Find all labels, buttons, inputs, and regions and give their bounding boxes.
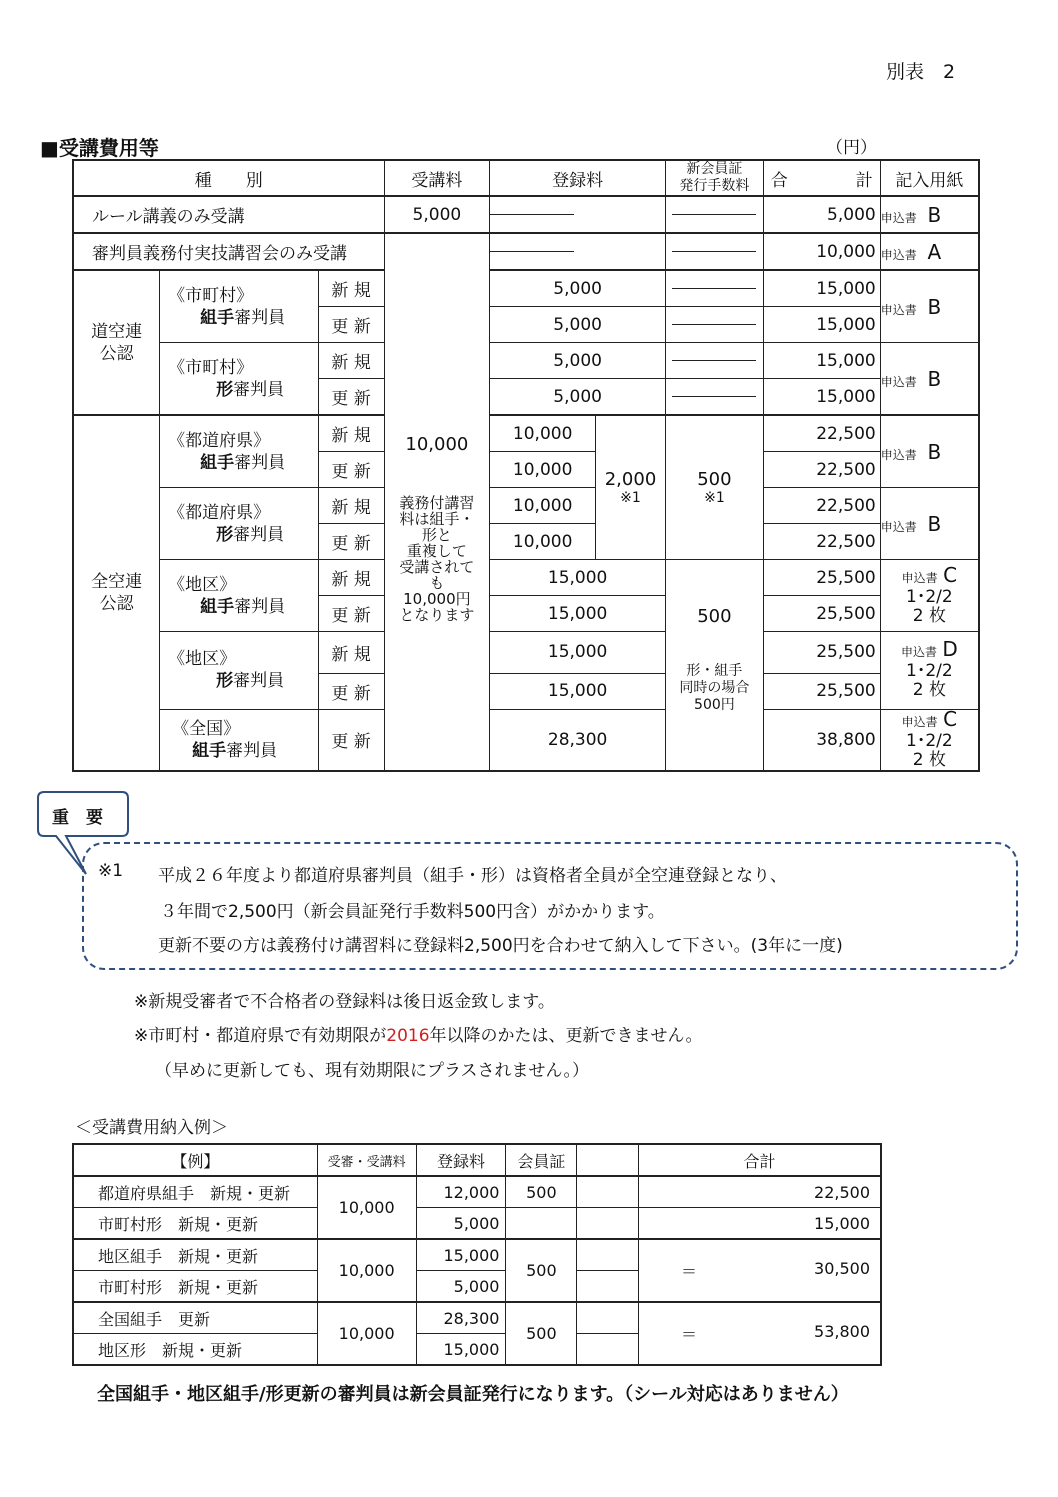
row-rule-form: 申込書 B: [880, 196, 979, 233]
group2-dk-renew-total: 25,500: [763, 596, 880, 632]
header-type: 種 別: [73, 160, 384, 196]
group1-a-new: 新 規: [318, 270, 384, 307]
note1-line1: 平成２６年度より都道府県審判員（組手・形）は資格者全員が全空連登録となり、: [158, 866, 787, 886]
group2-dk-new-reg: 15,000: [490, 560, 666, 596]
page-label: 別表 2: [886, 61, 956, 83]
ex-r3b-reg: 15,000: [416, 1334, 506, 1366]
group1-a-renew-reg: 5,000: [490, 307, 666, 343]
ex-r1a-blank: [577, 1176, 639, 1208]
group1-b-new-reg: 5,000: [490, 343, 666, 379]
section-title: ■受講費用等: [40, 136, 159, 160]
group1-b-renew: 更 新: [318, 379, 384, 416]
group2-national-label: 《全国》 組手審判員: [160, 709, 319, 771]
group2-nat-total: 38,800: [763, 709, 880, 771]
ex-r3-total: ＝ 53,800: [639, 1302, 881, 1365]
ex-header-card: 会員証: [506, 1144, 577, 1176]
row-rule-reg: [490, 196, 666, 233]
group2-pt-new-reg: 10,000: [490, 488, 596, 524]
group2-dt-form: 申込書 D 1･2/2 2 枚: [880, 632, 979, 710]
note1-line3: 更新不要の方は義務付け講習料に登録料2,500円を合わせて納入して下さい。(3年に一度): [158, 936, 843, 956]
row-judge-reg: [490, 233, 666, 270]
group1-a-renew-total: 15,000: [763, 307, 880, 343]
ex-header-blank: [577, 1144, 639, 1176]
ex-r1-card: 500: [506, 1176, 577, 1208]
group2-pref-kumite-label: 《都道府県》 組手審判員: [160, 415, 319, 488]
group2-dk-renew: 更 新: [318, 596, 384, 632]
ex-r2b-reg: 5,000: [416, 1271, 506, 1303]
group2-nat-form: 申込書 C 1･2/2 2 枚: [880, 709, 979, 771]
unit-label: （円）: [826, 138, 877, 158]
group2-pt-form: 申込書 B: [880, 488, 979, 560]
ex-r3b-label: 地区形 新規・更新: [73, 1334, 317, 1366]
group2-dt-new-reg: 15,000: [490, 632, 666, 674]
group1-b-new-card: [665, 343, 763, 379]
group2-pk-renew-reg: 10,000: [490, 452, 596, 488]
header-card-fee: 新会員証 発行手数料: [665, 160, 763, 196]
row-rule-fee: 5,000: [384, 196, 490, 233]
ex-r3b-blank: [577, 1334, 639, 1366]
group2-dk-new: 新 規: [318, 560, 384, 596]
note1-mark: ※1: [98, 861, 124, 881]
group2-pref-kata-label: 《都道府県》 形審判員: [160, 488, 319, 560]
header-course-fee: 受講料: [384, 160, 490, 196]
header-form: 記入用紙: [880, 160, 979, 196]
group2-mid-fee: 2,000 ※1: [596, 415, 666, 560]
group1-a-new-card: [665, 270, 763, 307]
ex-r2-fee: 10,000: [317, 1239, 416, 1302]
group2-pk-renew-total: 22,500: [763, 452, 880, 488]
ex-r2-card: 500: [506, 1239, 577, 1302]
group2-nat-reg: 28,300: [490, 709, 666, 771]
ex-r2b-label: 市町村形 新規・更新: [73, 1271, 317, 1303]
group2-dk-form: 申込書 C 1･2/2 2 枚: [880, 560, 979, 632]
group2-dt-renew-total: 25,500: [763, 673, 880, 709]
ex-r1b-reg: 5,000: [416, 1208, 506, 1240]
ex-r2-total: ＝ 30,500: [639, 1239, 881, 1302]
ex-r1b-card: [506, 1208, 577, 1240]
note1-line2: ３年間で2,500円（新会員証発行手数料500円含）がかかります。: [160, 902, 665, 922]
group2-district-kata-label: 《地区》 形審判員: [160, 632, 319, 710]
note2: ※新規受審者で不合格者の登録料は後日返金致します。: [134, 992, 555, 1012]
group1-b-renew-total: 15,000: [763, 379, 880, 416]
important-label: 重 要: [52, 808, 103, 828]
group1-b-renew-card: [665, 379, 763, 416]
group2-dt-renew: 更 新: [318, 673, 384, 709]
group2-pk-form: 申込書 B: [880, 415, 979, 488]
group2-dt-new: 新 規: [318, 632, 384, 674]
ex-header-total: 合計: [639, 1144, 881, 1176]
row-rule-total: 5,000: [763, 196, 880, 233]
group2-dt-new-total: 25,500: [763, 632, 880, 674]
ex-r3a-label: 全国組手 更新: [73, 1302, 317, 1334]
ex-r3a-reg: 28,300: [416, 1302, 506, 1334]
course-fee-shared: 10,000 義務付講習 料は組手・ 形と 重複して 受講されて も 10,000円 となります: [384, 233, 490, 771]
group1-a-new-total: 15,000: [763, 270, 880, 307]
ex-r1a-reg: 12,000: [416, 1176, 506, 1208]
header-total: 合 計: [763, 160, 880, 196]
ex-r3-fee: 10,000: [317, 1302, 416, 1365]
group2-dk-new-total: 25,500: [763, 560, 880, 596]
group2-pk-renew: 更 新: [318, 452, 384, 488]
group2-dk-renew-reg: 15,000: [490, 596, 666, 632]
ex-r1a-label: 都道府県組手 新規・更新: [73, 1176, 317, 1208]
note3-year: 2016: [386, 1026, 430, 1046]
group1-a-form: 申込書 B: [880, 270, 979, 343]
note3: ※市町村・都道府県で有効期限が2016年以降のかたは、更新できません。: [134, 1026, 703, 1046]
row-rule-card: [665, 196, 763, 233]
ex-r1b-total: 15,000: [639, 1208, 881, 1240]
group2-district-kumite-label: 《地区》 組手審判員: [160, 560, 319, 632]
group2-nat-renew: 更 新: [318, 709, 384, 771]
group1-a-new-reg: 5,000: [490, 270, 666, 307]
group1-b-renew-reg: 5,000: [490, 379, 666, 416]
ex-r3a-blank: [577, 1302, 639, 1334]
group2-card-other: 500 形・組手 同時の場合 500円: [665, 560, 763, 771]
group1-b-new-total: 15,000: [763, 343, 880, 379]
group1-a-label: 《市町村》 組手審判員: [160, 270, 319, 343]
ex-header-reg: 登録料: [416, 1144, 506, 1176]
group2-pk-new: 新 規: [318, 415, 384, 452]
ex-r2a-blank: [577, 1239, 639, 1271]
row-judge-label: 審判員義務付実技講習会のみ受講: [73, 233, 384, 270]
ex-r1b-label: 市町村形 新規・更新: [73, 1208, 317, 1240]
group2-pt-new-total: 22,500: [763, 488, 880, 524]
row-judge-card: [665, 233, 763, 270]
group1-b-form: 申込書 B: [880, 343, 979, 416]
group1-label: 道空連 公認: [73, 270, 160, 415]
example-title: ＜受講費用納入例＞: [75, 1118, 228, 1138]
group2-card-pref: 500 ※1: [665, 415, 763, 560]
group2-pk-new-reg: 10,000: [490, 415, 596, 452]
group2-dt-renew-reg: 15,000: [490, 673, 666, 709]
ex-header-fee: 受審・受講料: [317, 1144, 416, 1176]
group2-pt-renew-reg: 10,000: [490, 524, 596, 560]
group2-pk-new-total: 22,500: [763, 415, 880, 452]
header-registration-fee: 登録料: [490, 160, 666, 196]
ex-header-example: 【例】: [73, 1144, 317, 1176]
group2-pt-renew-total: 22,500: [763, 524, 880, 560]
ex-r2a-reg: 15,000: [416, 1239, 506, 1271]
example-table: [72, 1143, 882, 1366]
group1-a-renew-card: [665, 307, 763, 343]
ex-r2a-label: 地区組手 新規・更新: [73, 1239, 317, 1271]
group1-b-new: 新 規: [318, 343, 384, 379]
note4: （早めに更新しても、現有効期限にプラスされません。）: [155, 1061, 590, 1081]
ex-r1b-blank: [577, 1208, 639, 1240]
ex-r2b-blank: [577, 1271, 639, 1303]
ex-r3-card: 500: [506, 1302, 577, 1365]
row-judge-form: 申込書 A: [880, 233, 979, 270]
group1-b-label: 《市町村》 形審判員: [160, 343, 319, 416]
ex-r1-fee: 10,000: [317, 1176, 416, 1239]
fee-table: [72, 159, 980, 772]
ex-r1a-total: 22,500: [639, 1176, 881, 1208]
group1-a-renew: 更 新: [318, 307, 384, 343]
group2-pt-new: 新 規: [318, 488, 384, 524]
row-judge-total: 10,000: [763, 233, 880, 270]
row-rule-label: ルール講義のみ受講: [73, 196, 384, 233]
group2-label: 全空連 公認: [73, 415, 160, 771]
group2-pt-renew: 更 新: [318, 524, 384, 560]
footer-note: 全国組手・地区組手/形更新の審判員は新会員証発行になります。（シール対応はありません）: [97, 1384, 849, 1405]
